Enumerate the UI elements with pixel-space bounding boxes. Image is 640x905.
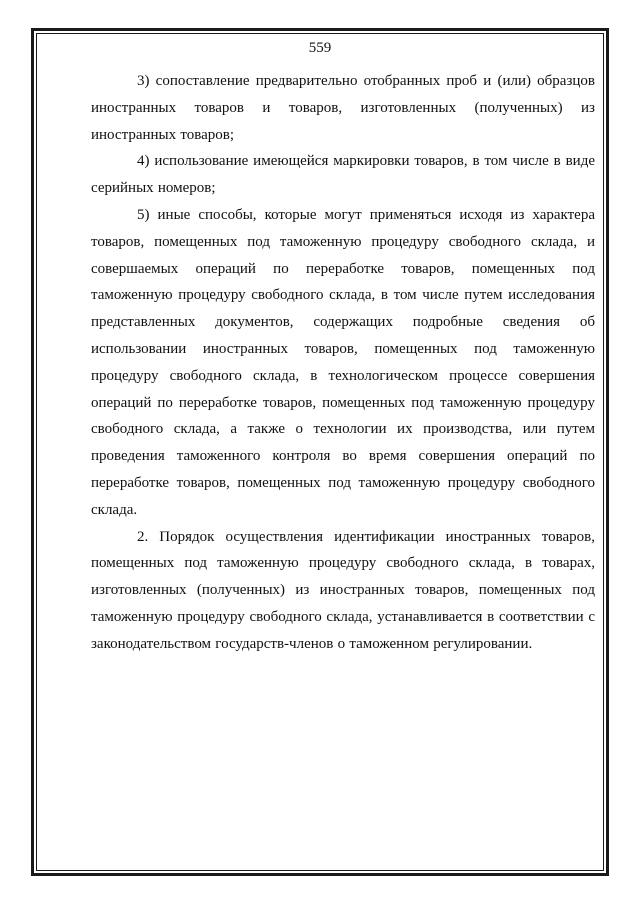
document-body: [91, 68, 595, 658]
paragraph-item-5: 5) иные способы, которые могут применяться исходя из характера товаров, помещенных под таможенную процедуру свободного склада, и совершаемых операций по переработке товаров, помещенных под таможенную процедуру свободного склада, в том числе путем исследования представленных документов, содержащих подробные сведения об использовании иностранных товаров, помещенных под таможенную процедуру свободного склада, в технологическом процессе совершения операций по переработке товаров, помещенных под таможенную процедуру свободного склада, а также о технологии их производства, или путем проведения таможенного контроля во время совершения операций по переработке товаров, помещенных под таможенную процедуру свободного склада.: [91, 206, 595, 518]
paragraph-item-3: 3) сопоставление предварительно отобранных проб и (или) образцов иностранных товаров и товаров, изготовленных (полученных) из иностранных товаров;: [91, 73, 595, 143]
paragraph-item-4: 4) использование имеющейся маркировки товаров, в том числе в виде серийных номеров;: [91, 153, 595, 197]
paragraph-clause-2: 2. Порядок осуществления идентификации иностранных товаров, помещенных под таможенную процедуру свободного склада, в товарах, изготовленных (полученных) из иностранных товаров, помещенных под таможенную процедуру свободного склада, устанавливается в соответствии с законодательством государств-членов о таможенном регулировании.: [91, 528, 595, 652]
page-number: 559: [308, 40, 332, 56]
